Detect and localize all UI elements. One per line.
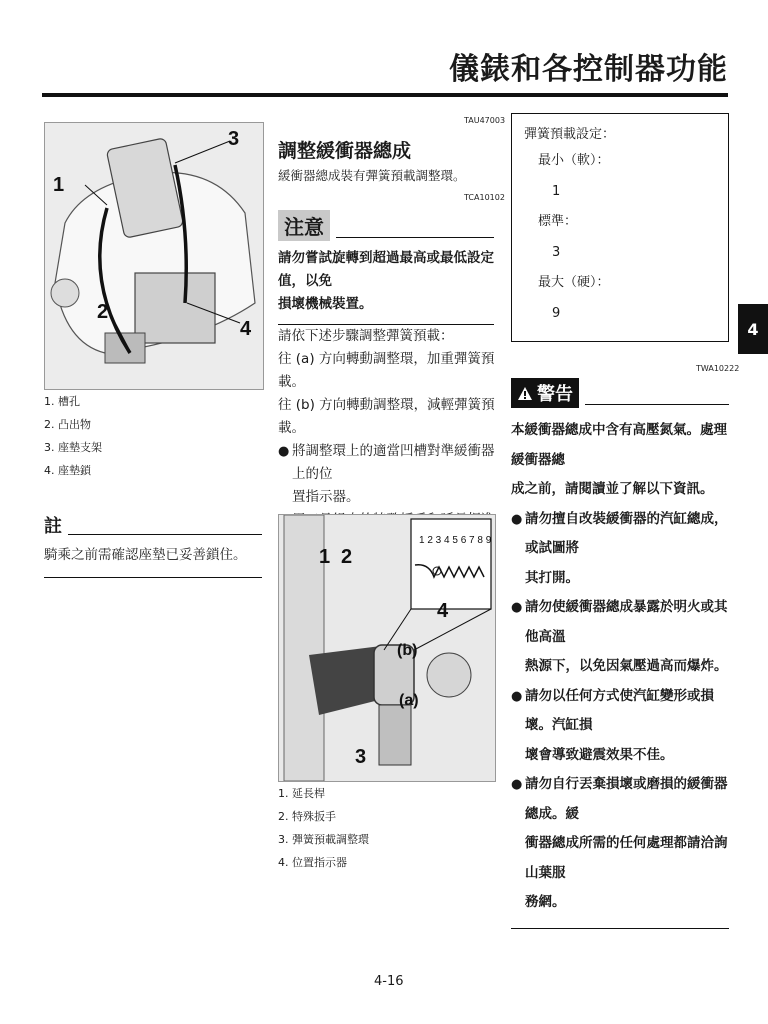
section-intro: 緩衝器總成裝有彈簧預載調整環。 xyxy=(278,168,466,183)
warning-bullet-text: 熱源下，以免因氣壓過高而爆炸。 xyxy=(525,658,728,674)
seat-lock-drawing xyxy=(45,123,263,389)
code-tca: TCA10102 xyxy=(464,193,505,202)
spec-max-value: 9 xyxy=(552,305,561,321)
note-section xyxy=(44,512,262,578)
fig1-caption-list xyxy=(44,390,102,482)
warning-intro: 本緩衝器總成中含有高壓氮氣。處理緩衝器總 xyxy=(511,422,727,468)
notice-title: 注意 xyxy=(278,210,330,241)
note-title: 註 xyxy=(44,516,62,537)
warning-intro: 成之前，請閱讀並了解以下資訊。 xyxy=(511,481,714,497)
fig2-callout-3: 3 xyxy=(355,746,367,768)
warning-end-rule xyxy=(511,928,729,929)
fig2-caption: 1. 延長桿 xyxy=(278,787,325,800)
warning-bullet-text: 衝器總成所需的任何處理都請洽詢山葉服 xyxy=(525,835,728,881)
spec-std-value: 3 xyxy=(552,244,561,260)
page-number: 4-16 xyxy=(374,974,404,989)
page-header-title: 儀錶和各控制器功能 xyxy=(449,52,728,87)
warning-section xyxy=(511,378,729,929)
fig2-callout-2: 2 xyxy=(341,546,353,568)
bullet-item xyxy=(278,440,498,509)
fig2-caption: 4. 位置指示器 xyxy=(278,856,347,869)
bullet-dot-icon: ● xyxy=(278,444,290,459)
fig2-caption: 3. 彈簧預載調整環 xyxy=(278,833,369,846)
spec-min-value: 1 xyxy=(552,183,561,199)
chapter-tab: 4 xyxy=(738,304,768,354)
bullet-text: 置指示器。 xyxy=(292,489,360,505)
header-rule xyxy=(42,93,728,97)
spec-min-label: 最小（軟）： xyxy=(538,153,610,168)
seat-lock-illustration xyxy=(44,122,264,390)
fig1-caption: 4. 座墊鎖 xyxy=(44,464,91,477)
fig1-callout-2: 2 xyxy=(97,301,109,323)
shock-adjust-illustration xyxy=(278,514,496,782)
step-b: 往 (b) 方向轉動調整環，減輕彈簧預載。 xyxy=(278,397,495,436)
fig2-callout-4: 4 xyxy=(437,600,449,622)
notice-text-line: 損壞機械裝置。 xyxy=(278,296,373,312)
bullet-dot-icon: ● xyxy=(511,600,523,615)
bullet-text: 將調整環上的適當凹槽對準緩衝器上的位 xyxy=(292,443,495,482)
warning-triangle-icon xyxy=(517,386,533,401)
note-end-rule xyxy=(44,577,262,578)
note-rule xyxy=(68,534,262,535)
warning-bullet-text: 請勿擅自改裝緩衝器的汽缸總成，或試圖將 xyxy=(525,510,728,556)
fig1-caption: 2. 凸出物 xyxy=(44,418,91,431)
warning-title: 警告 xyxy=(537,384,573,405)
warning-bullet-text: 請勿使緩衝器總成暴露於明火或其他高溫 xyxy=(525,599,728,645)
warning-bullet xyxy=(511,682,729,771)
warning-rule xyxy=(585,403,729,405)
note-text: 騎乘之前需確認座墊已妥善鎖住。 xyxy=(44,547,247,563)
fig1-callout-1: 1 xyxy=(53,174,65,196)
fig2-callout-1: 1 xyxy=(319,546,331,568)
spec-std-label: 標準： xyxy=(538,214,578,229)
code-tau: TAU47003 xyxy=(464,116,506,125)
fig1-callout-3: 3 xyxy=(228,128,240,150)
fig2-callout-b: (b) xyxy=(397,642,418,659)
warning-bullet-text: 其打開。 xyxy=(525,569,579,586)
step-lead: 請依下述步驟調整彈簧預載： xyxy=(278,328,454,344)
notice-rule xyxy=(336,236,494,238)
spec-title: 彈簧預載設定： xyxy=(524,127,616,142)
position-scale: 1 2 3 4 5 6 7 8 9 xyxy=(419,535,492,546)
warning-bullet-text: 請勿以任何方式使汽缸變形或損壞。汽缸損 xyxy=(525,687,714,733)
spring-preload-spec-box xyxy=(511,113,729,342)
bullet-dot-icon: ● xyxy=(511,511,523,527)
fig1-caption: 1. 槽孔 xyxy=(44,395,80,408)
bullet-dot-icon: ● xyxy=(511,777,523,792)
warning-bullet-text: 壞會導致避震效果不佳。 xyxy=(525,746,674,763)
warning-bullet-text: 請勿自行丟棄損壞或磨損的緩衝器總成。緩 xyxy=(525,776,728,822)
step-a: 往 (a) 方向轉動調整環，加重彈簧預載。 xyxy=(278,351,495,390)
fig1-callout-4: 4 xyxy=(240,318,252,340)
notice-section xyxy=(278,210,494,325)
shock-adjust-drawing xyxy=(279,515,495,781)
spec-max-label: 最大（硬）： xyxy=(538,275,610,290)
section-title: 調整緩衝器總成 xyxy=(278,140,412,162)
notice-text-line: 請勿嘗試旋轉到超過最高或最低設定值，以免 xyxy=(278,250,494,289)
bullet-dot-icon: ● xyxy=(511,688,523,704)
warning-bullet xyxy=(511,770,729,918)
warning-bullet xyxy=(511,505,729,594)
warning-bullet xyxy=(511,593,729,682)
fig2-caption: 2. 特殊扳手 xyxy=(278,810,336,823)
fig2-caption-list xyxy=(278,782,369,874)
warning-title-box xyxy=(511,378,579,408)
fig2-callout-a: (a) xyxy=(399,692,419,709)
warning-bullet-text: 務網。 xyxy=(525,894,566,910)
code-twa: TWA10222 xyxy=(696,364,740,373)
fig1-caption: 3. 座墊支架 xyxy=(44,441,102,454)
